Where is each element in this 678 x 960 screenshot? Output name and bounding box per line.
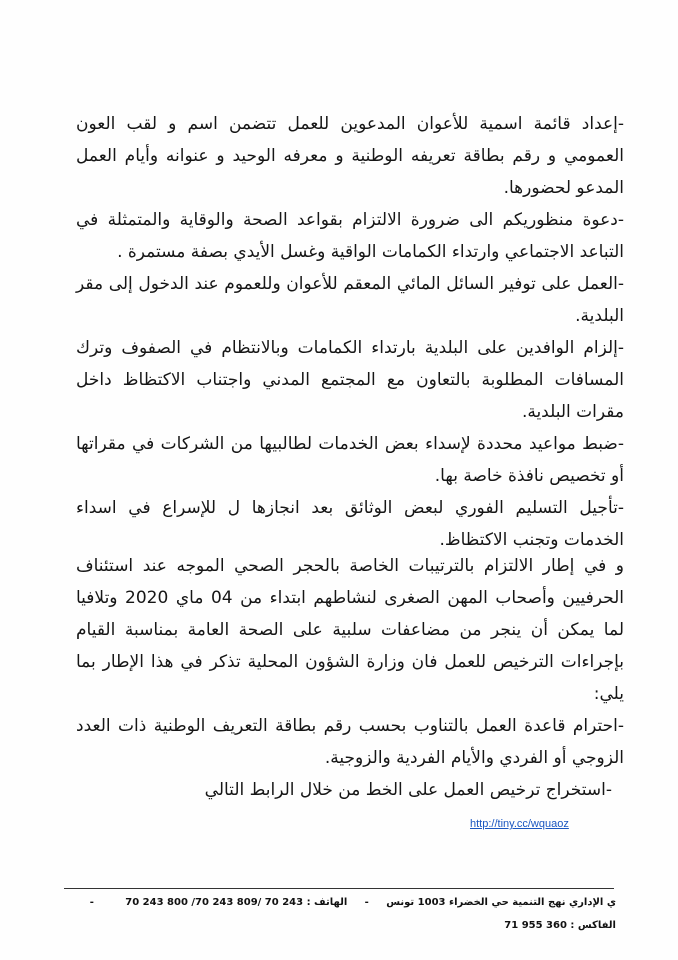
footer-fax-number: 71 955 360 bbox=[504, 920, 567, 931]
intro-paragraph: و في إطار الالتزام بالترتيبات الخاصة بالحجر الصحي الموجه عند استئناف الحرفيين وأصحاب المهن الصغرى لنشاطهم ابتداء من 04 ماي 2020 وتلافيا لما يمكن أن ينجر من مضاعفات سلبية على الصحة العامة بمناسبة القيام بإجراءات الترخيص للعمل فان وزارة الشؤون المحلية تذكر في هذا الإطار بما يلي: bbox=[76, 556, 624, 704]
footer-contact-line bbox=[86, 897, 616, 908]
footer-separator: - bbox=[89, 897, 94, 908]
craftsmen-section bbox=[76, 550, 624, 806]
rotation-rule-item: -احترام قاعدة العمل بالتناوب بحسب رقم بطاقة التعريف الوطنية ذات العدد الزوجي أو الفردي والأيام الفردية والزوجية. bbox=[76, 716, 624, 768]
measures-list bbox=[76, 108, 624, 556]
footer-fax-line bbox=[86, 920, 678, 931]
measure-item: -تأجيل التسليم الفوري لبعض الوثائق بعد انجازها ل للإسراع في اسداء الخدمات وتجنب الاكتظاظ. bbox=[76, 498, 624, 550]
measure-item: -العمل على توفير السائل المائي المعقم للأعوان وللعموم عند الدخول إلى مقر البلدية. bbox=[76, 274, 624, 326]
measure-item: -إلزام الوافدين على البلدية بارتداء الكمامات وبالانتظام في الصفوف وترك المسافات المطلوبة بالتعاون مع المجتمع المدني واجتناب الاكتظاظ داخل مقرات البلدية. bbox=[76, 338, 624, 422]
measure-item: -إعداد قائمة اسمية للأعوان المدعوين للعمل تتضمن اسم و لقب العون العمومي و رقم بطاقة تعريفه الوطنية و معرفه الوحيد و عنوانه وأيام العمل المدعو لحضورها. bbox=[76, 114, 624, 198]
footer-divider bbox=[64, 888, 614, 889]
footer-separator: - bbox=[364, 897, 369, 908]
measure-item: -دعوة منظوريكم الى ضرورة الالتزام بقواعد الصحة والوقاية والمتمثلة في التباعد الاجتماعي وارتداء الكمامات الواقية وغسل الأيدي بصفة مستمرة . bbox=[76, 210, 624, 262]
permit-link[interactable]: http://tiny.cc/wquaoz bbox=[470, 818, 569, 830]
footer-phone-numbers: 70 243 800 /70 243 809/ 70 243 bbox=[125, 897, 304, 908]
footer-fax-label: الفاكس : bbox=[570, 920, 616, 931]
footer-address: ي الإداري نهج التنمية حي الخضراء 1003 تونس bbox=[386, 897, 616, 908]
online-permit-item: -استخراج ترخيص العمل على الخط من خلال الرابط التالي bbox=[204, 780, 612, 800]
footer-phone-label: الهاتف : bbox=[306, 897, 348, 908]
measure-item: -ضبط مواعيد محددة لإسداء بعض الخدمات لطالبيها من الشركات في مقراتها أو تخصيص نافذة خاصة بها. bbox=[76, 434, 624, 486]
